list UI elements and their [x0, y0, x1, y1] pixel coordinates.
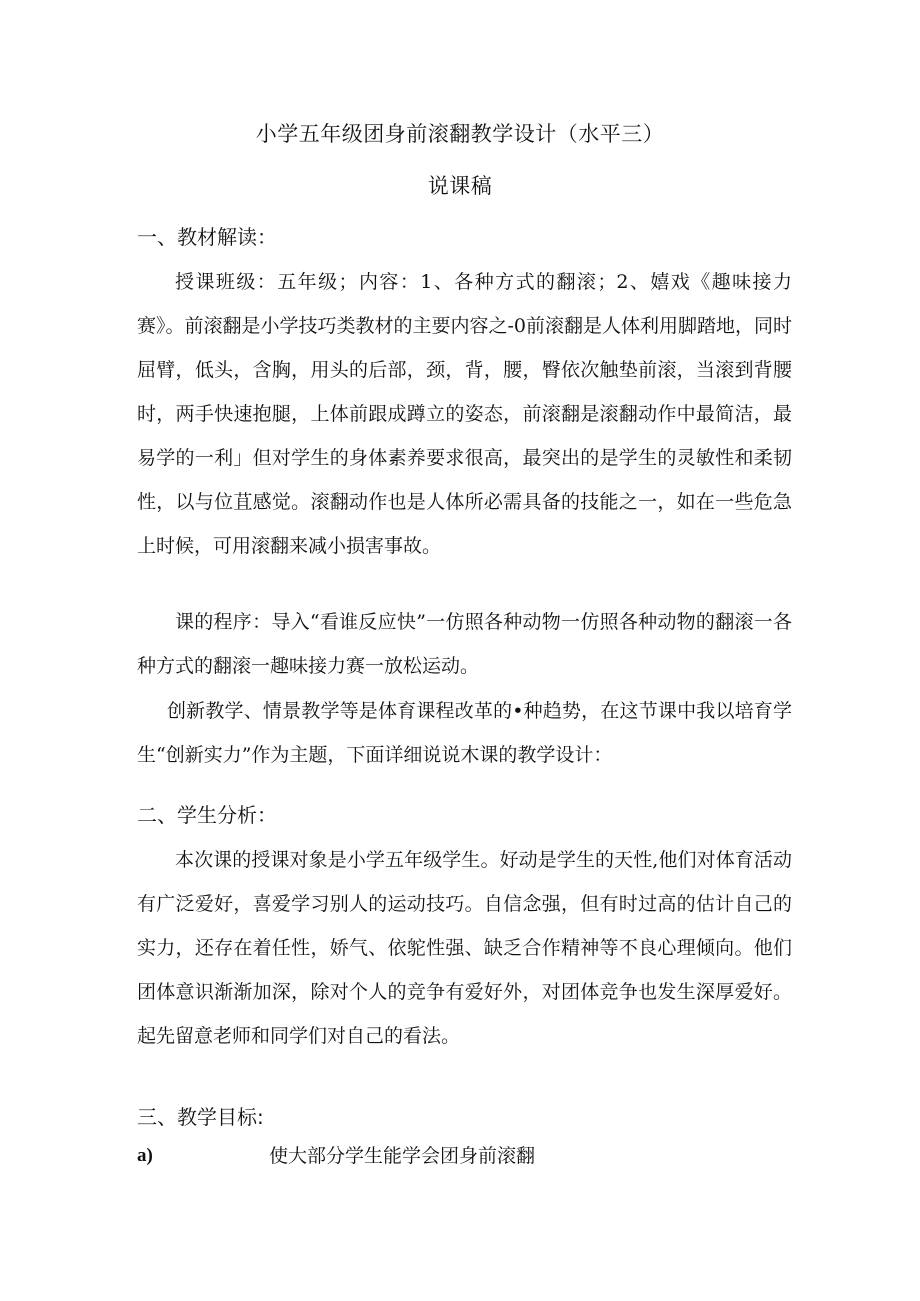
section-heading-textbook: 一、教材解读：	[137, 225, 277, 249]
document-title: 小学五年级团身前滚翻教学设计（水平三）	[255, 122, 665, 146]
paragraph-lesson-procedure: 课的程序：导入“看谁反应快”一仿照各种动物一仿照各种动物的翻滚一各种方式的翻滚一趣味接力赛一放松运动。	[137, 611, 792, 677]
paragraph-student-analysis: 本次课的授课对象是小学五年级学生。好动是学生的天性,他们对体育活动有广泛爱好，喜爱学习别人的运动技巧。自信念强，但有时过高的估计自己的实力，还存在着任性，娇气、依鸵性强、缺乏合作精神等不良心理倾向。他们团体意识渐渐加深，除对个人的竞争有爱好外，对团体竞争也发生深厚爱好。起先留意老师和同学们对自己的看法。	[137, 849, 792, 1047]
goal-text: 使大部分学生能学会团身前滚翻	[269, 1145, 536, 1167]
paragraph-innovation-theme: 创新教学、情景教学等是体育课程改革的•种趋势，在这节课中我以培育学生“创新实力”作为主题，下面详细说说木课的教学设计：	[137, 700, 792, 766]
document-subtitle: 说课稿	[427, 174, 493, 198]
goal-marker: a)	[137, 1145, 153, 1166]
section-heading-student-analysis: 二、学生分析：	[137, 803, 277, 827]
paragraph-textbook-intro: 授课班级：五年级；内容：1、各种方式的翻滚；2、嬉戏《趣味接力赛》。前滚翻是小学技巧类教材的主要内容之-0前滚翻是人体利用脚踏地，同时屈臂，低头，含胸，用头的后部，颈，背，腰，臀依次触垫前滚，当滚到背腰时，两手快速抱腿，上体前跟成蹲立的姿态，前滚翻是滚翻动作中最简洁，最易学的一利」但对学生的身体素养要求很高，最突出的是学生的灵敏性和柔韧性，以与位苴感觉。滚翻动作也是人体所必需具备的技能之一，如在一些危急上时候，可用滚翻来减小损害事故。	[137, 271, 793, 557]
section-heading-teaching-goals: 三、教学目标:	[137, 1105, 264, 1129]
